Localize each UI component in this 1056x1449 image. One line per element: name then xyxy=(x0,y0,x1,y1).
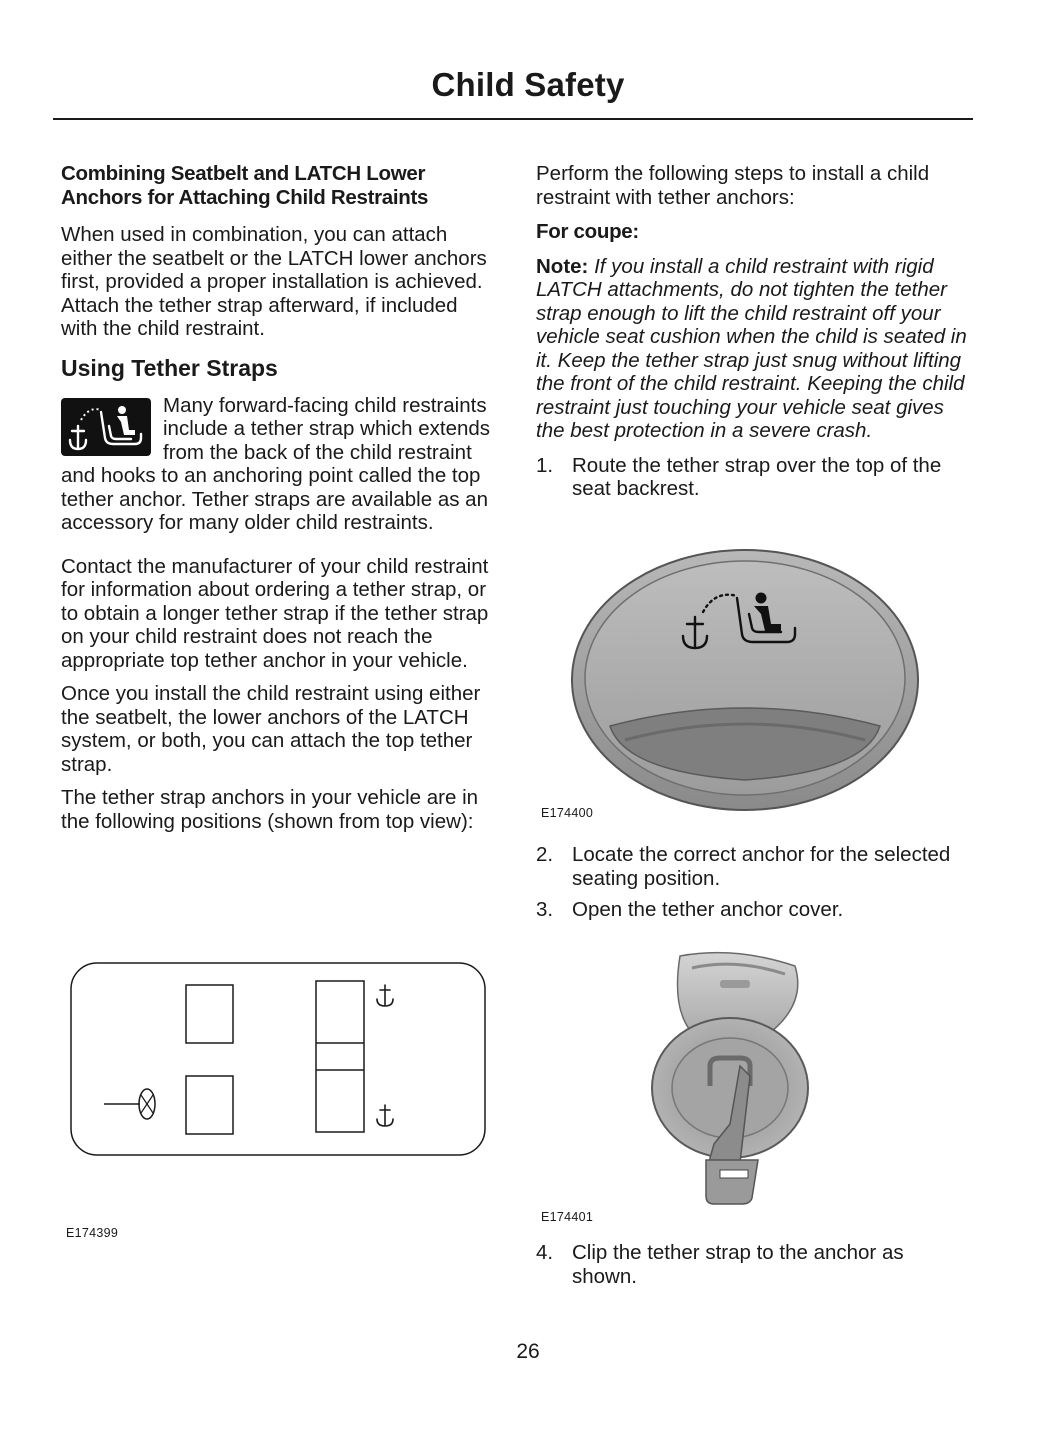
step-3 xyxy=(536,898,971,922)
coupe-heading: For coupe: xyxy=(536,220,639,243)
step-text: Route the tether strap over the top of the seat backrest. xyxy=(572,453,942,500)
page-title: Child Safety xyxy=(431,66,625,103)
child-seat-tether-icon xyxy=(61,398,151,456)
tether-section xyxy=(61,394,493,535)
step-number: 3. xyxy=(536,898,554,921)
image1-reference: E174400 xyxy=(541,806,594,820)
step-4 xyxy=(536,1241,971,1288)
note-label: Note: xyxy=(536,254,589,278)
image2-reference: E174401 xyxy=(541,1210,594,1224)
combining-paragraph: When used in combination, you can attach either the seatbelt or the LATCH lower anchors first, provided a proper installation is achieved. Attach the tether strap afterward, if included with the child restraint. xyxy=(61,223,487,340)
note-text: If you install a child restraint with rigid LATCH attachments, do not tighten the tether strap enough to lift the child restraint off your vehicle seat cushion when the child is seated in it. Keep the tether strap just snug without lifting the front of the child restraint. Keeping the child restraint just touching your vehicle seat gives the best protection in a severe crash. xyxy=(536,254,967,442)
tether-paragraph: Many forward-facing child restraints include a tether strap which extends from the back of the child restraint and hooks to an anchoring point called the top tether anchor. Tether straps are available as an accessory for many older child restraints. xyxy=(61,393,491,534)
intro-paragraph: Perform the following steps to install a child restraint with tether anchors: xyxy=(536,162,930,209)
step-2 xyxy=(536,843,971,890)
contact-paragraph: Contact the manufacturer of your child restraint for information about ordering a tether strap, or to obtain a longer tether strap if the tether strap on your child restraint does not reach the appropriate top tether anchor in your vehicle. xyxy=(61,554,489,672)
step-text: Open the tether anchor cover. xyxy=(572,898,844,921)
title-divider xyxy=(53,118,973,120)
step-number: 1. xyxy=(536,453,554,477)
step-text: Locate the correct anchor for the selected seating position. xyxy=(572,843,951,890)
note-paragraph xyxy=(536,255,971,443)
positions-paragraph: The tether strap anchors in your vehicle are in the following positions (shown from top view): xyxy=(61,786,479,833)
page-number: 26 xyxy=(516,1340,540,1363)
right-column xyxy=(536,162,971,501)
once-paragraph: Once you install the child restraint using either the seatbelt, the lower anchors of the LATCH system, or both, you can attach the top tether strap. xyxy=(61,682,481,776)
left-column xyxy=(61,162,493,833)
seat-positions-diagram xyxy=(70,962,488,1158)
step-number: 4. xyxy=(536,1241,554,1264)
step-1 xyxy=(536,454,971,501)
anchor-cover-illustration xyxy=(565,540,925,825)
tether-heading: Using Tether Straps xyxy=(61,354,278,381)
step-number: 2. xyxy=(536,843,554,866)
step-text: Clip the tether strap to the anchor as shown. xyxy=(572,1241,904,1288)
diagram-reference: E174399 xyxy=(66,1226,119,1240)
combining-heading: Combining Seatbelt and LATCH Lower Anchors for Attaching Child Restraints xyxy=(61,162,429,209)
tether-anchor-open-illustration xyxy=(640,948,820,1213)
